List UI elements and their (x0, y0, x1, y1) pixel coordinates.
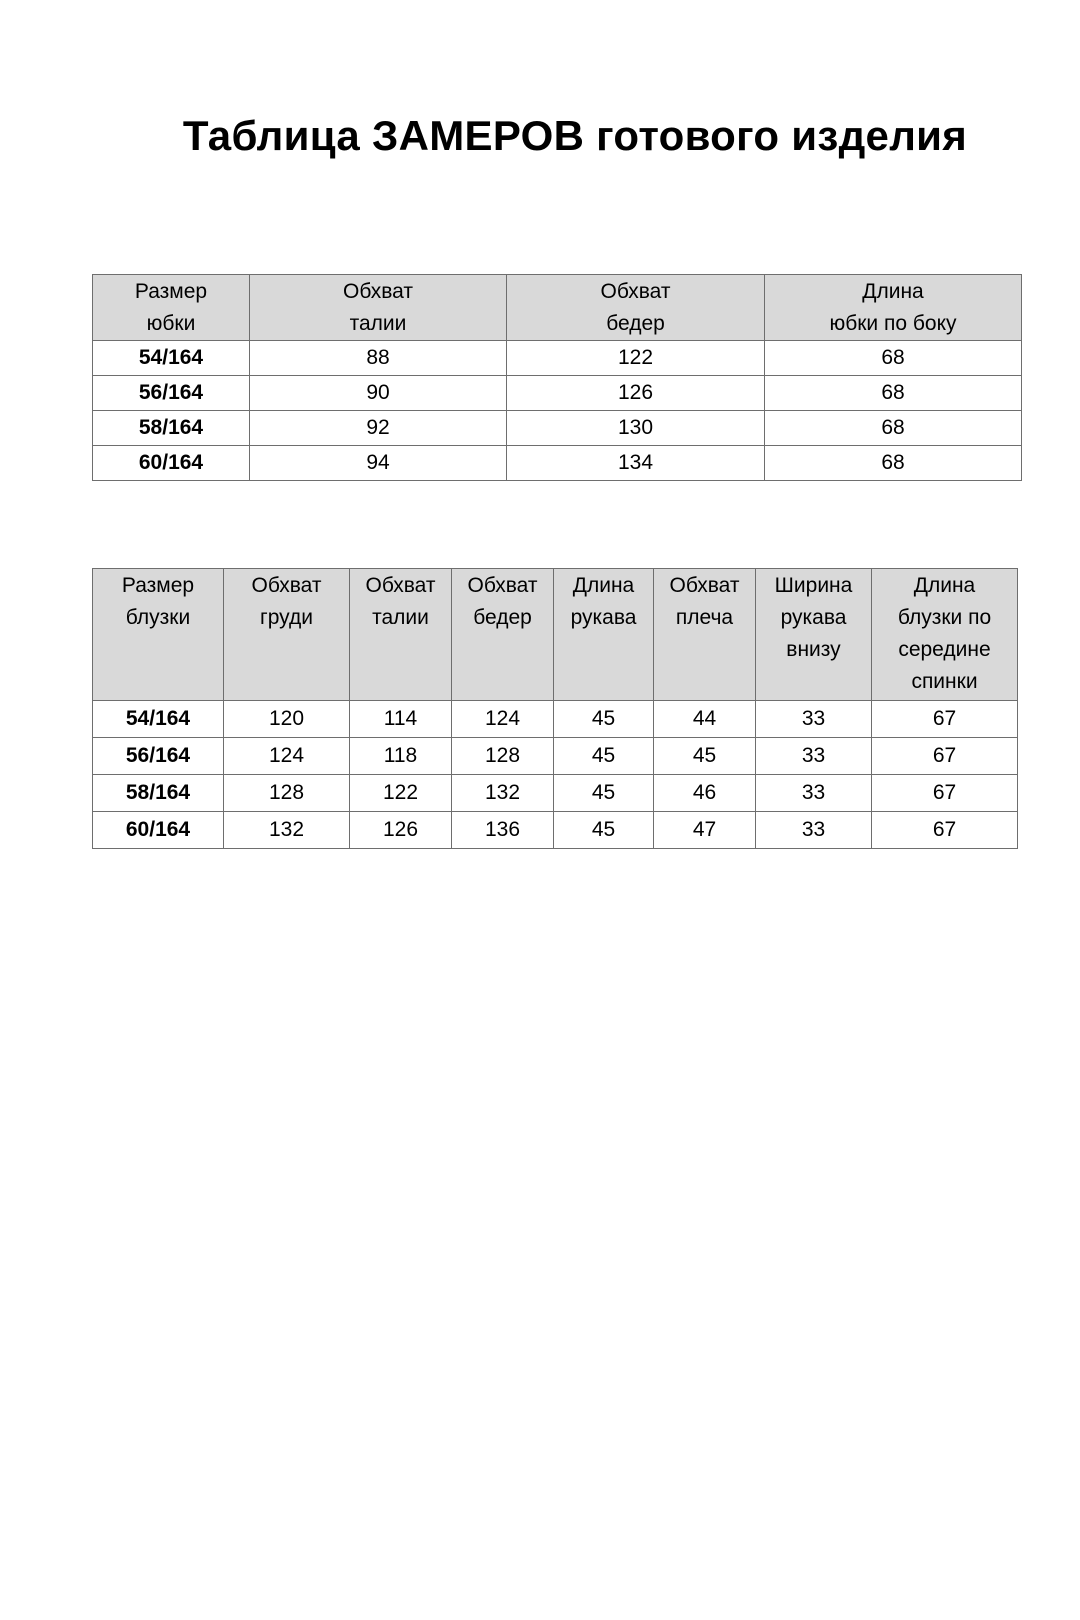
table-cell: 67 (872, 812, 1018, 849)
table-cell: 68 (765, 446, 1022, 481)
table-cell: 132 (224, 812, 350, 849)
table-cell: 33 (756, 738, 872, 775)
header-sleeve-length (554, 569, 654, 701)
table-cell: 130 (507, 411, 765, 446)
table-cell: 33 (756, 775, 872, 812)
header-sleeve-width-bottom (756, 569, 872, 701)
table-cell: 94 (250, 446, 507, 481)
header-line: блузки (125, 606, 191, 629)
table-cell: 68 (765, 376, 1022, 411)
header-hips (507, 275, 765, 341)
header-line: Длина (913, 574, 976, 597)
page-title: Таблица ЗАМЕРОВ готового изделия (182, 112, 968, 159)
header-line: Обхват (343, 280, 413, 303)
table-row (93, 701, 1018, 738)
table-cell: 122 (507, 341, 765, 376)
table-cell: 67 (872, 738, 1018, 775)
table-cell: 45 (654, 738, 756, 775)
table-row (93, 775, 1018, 812)
header-line: Обхват (669, 574, 740, 597)
size-cell: 56/164 (93, 376, 250, 411)
header-line: талии (349, 312, 407, 335)
table-cell: 88 (250, 341, 507, 376)
table-cell: 136 (452, 812, 554, 849)
table-cell: 122 (350, 775, 452, 812)
table-cell: 46 (654, 775, 756, 812)
header-waist (350, 569, 452, 701)
header-line: юбки по боку (829, 312, 957, 335)
table-cell: 114 (350, 701, 452, 738)
table-cell: 128 (452, 738, 554, 775)
table-row (93, 812, 1018, 849)
size-cell: 58/164 (93, 411, 250, 446)
table-header-row (93, 275, 1022, 341)
size-cell: 56/164 (93, 738, 224, 775)
table-cell: 126 (507, 376, 765, 411)
table-row (93, 738, 1018, 775)
table-cell: 134 (507, 446, 765, 481)
table-cell: 118 (350, 738, 452, 775)
header-line: бедер (606, 312, 665, 335)
table-cell: 33 (756, 701, 872, 738)
table-row (93, 411, 1022, 446)
header-blouse-size (93, 569, 224, 701)
table-row (93, 376, 1022, 411)
table-cell: 92 (250, 411, 507, 446)
table-cell: 68 (765, 341, 1022, 376)
header-shoulder (654, 569, 756, 701)
size-cell: 60/164 (93, 446, 250, 481)
header-line: Обхват (600, 280, 671, 303)
skirt-measurements-table (92, 274, 1022, 481)
header-waist (250, 275, 507, 341)
table-cell: 44 (654, 701, 756, 738)
table-row (93, 446, 1022, 481)
size-cell: 54/164 (93, 701, 224, 738)
size-cell: 54/164 (93, 341, 250, 376)
header-line: Длина (862, 280, 924, 303)
table-row (93, 341, 1022, 376)
table-cell: 45 (554, 775, 654, 812)
table-cell: 132 (452, 775, 554, 812)
header-skirt-size (93, 275, 250, 341)
table-cell: 126 (350, 812, 452, 849)
header-line: плеча (675, 606, 734, 629)
header-line: груди (260, 606, 313, 629)
table-cell: 45 (554, 738, 654, 775)
table-cell: 124 (452, 701, 554, 738)
table-cell: 67 (872, 701, 1018, 738)
header-line: талии (372, 606, 429, 629)
table-cell: 45 (554, 812, 654, 849)
header-line: Длина (572, 574, 635, 597)
header-line: Обхват (251, 574, 322, 597)
table-cell: 47 (654, 812, 756, 849)
header-line: середине (898, 638, 991, 661)
header-hips (452, 569, 554, 701)
table-cell: 67 (872, 775, 1018, 812)
table-cell: 124 (224, 738, 350, 775)
table-cell: 33 (756, 812, 872, 849)
header-line: Обхват (365, 574, 436, 597)
header-line: блузки по (897, 606, 992, 629)
table-cell: 90 (250, 376, 507, 411)
header-line: юбки (146, 312, 196, 335)
table-cell: 45 (554, 701, 654, 738)
table-cell: 68 (765, 411, 1022, 446)
header-line: рукава (780, 606, 847, 629)
header-skirt-side-length (765, 275, 1022, 341)
header-line: Обхват (467, 574, 538, 597)
header-line: спинки (911, 670, 978, 693)
table-cell: 120 (224, 701, 350, 738)
size-cell: 58/164 (93, 775, 224, 812)
header-chest (224, 569, 350, 701)
header-blouse-back-length (872, 569, 1018, 701)
header-line: Ширина (774, 574, 853, 597)
table-cell: 128 (224, 775, 350, 812)
header-line: внизу (786, 638, 841, 661)
header-line: рукава (570, 606, 637, 629)
blouse-measurements-table (92, 568, 1018, 849)
header-line: Размер (121, 574, 195, 597)
size-cell: 60/164 (93, 812, 224, 849)
header-line: бедер (473, 606, 532, 629)
table-header-row (93, 569, 1018, 701)
header-line: Размер (134, 280, 208, 303)
